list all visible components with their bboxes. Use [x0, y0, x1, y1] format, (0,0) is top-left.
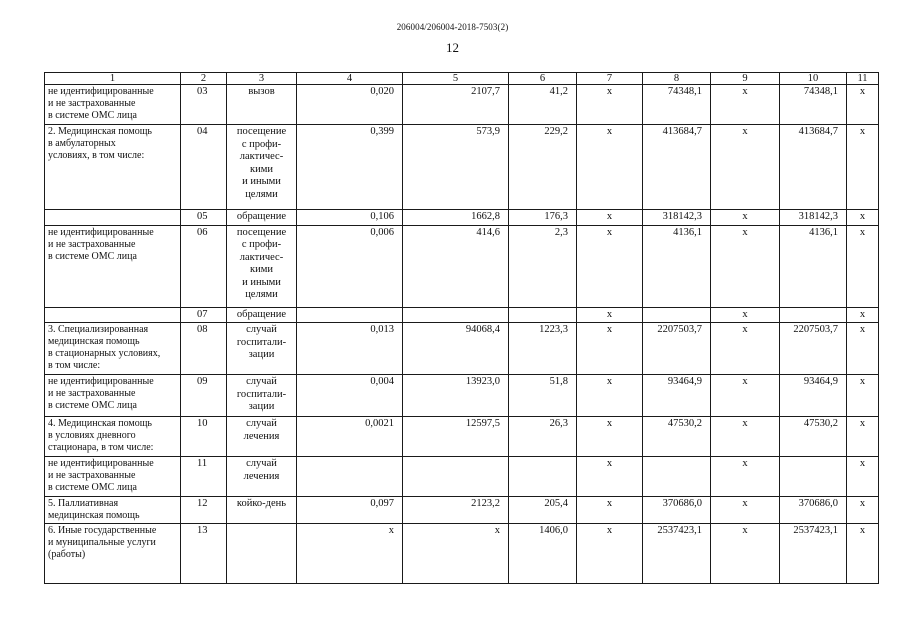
column-header: 8	[643, 73, 711, 85]
column-header: 11	[847, 73, 879, 85]
table-row	[45, 417, 879, 457]
row-code-cell: 04	[181, 125, 227, 210]
unit-cell: вызов	[227, 85, 297, 125]
total-cell: 93464,9	[780, 375, 847, 417]
col7-cell: х	[577, 323, 643, 375]
amount-cell: 2537423,1	[643, 524, 711, 584]
col11-cell: х	[847, 524, 879, 584]
cost-per-unit-cell: 573,9	[403, 125, 509, 210]
table-row	[45, 225, 879, 307]
col11-cell: х	[847, 85, 879, 125]
amount-cell: 93464,9	[643, 375, 711, 417]
unit-cell: койко-день	[227, 497, 297, 524]
col9-cell: х	[711, 497, 780, 524]
amount-cell	[643, 457, 711, 497]
row-code-cell: 07	[181, 307, 227, 323]
col7-cell: х	[577, 417, 643, 457]
col11-cell: х	[847, 457, 879, 497]
column-header: 2	[181, 73, 227, 85]
col9-cell: х	[711, 125, 780, 210]
col7-cell: х	[577, 375, 643, 417]
norm-volume-cell: 0,399	[297, 125, 403, 210]
amount-cell: 74348,1	[643, 85, 711, 125]
column-header: 3	[227, 73, 297, 85]
per-capita-cell: 229,2	[509, 125, 577, 210]
norm-volume-cell	[297, 457, 403, 497]
indicator-cell: не идентифицированные и не застрахованные в системе ОМС лица	[45, 225, 181, 307]
unit-cell	[227, 524, 297, 584]
col11-cell: х	[847, 417, 879, 457]
col9-cell: х	[711, 307, 780, 323]
page-number: 12	[446, 40, 459, 55]
cost-per-unit-cell: 2123,2	[403, 497, 509, 524]
cost-per-unit-cell	[403, 457, 509, 497]
cost-per-unit-cell	[403, 307, 509, 323]
indicator-cell	[45, 210, 181, 226]
total-cell: 370686,0	[780, 497, 847, 524]
norm-volume-cell: 0,097	[297, 497, 403, 524]
table-row	[45, 210, 879, 226]
col7-cell: х	[577, 524, 643, 584]
per-capita-cell: 26,3	[509, 417, 577, 457]
per-capita-cell: 2,3	[509, 225, 577, 307]
total-cell: 2537423,1	[780, 524, 847, 584]
column-header: 10	[780, 73, 847, 85]
total-cell: 318142,3	[780, 210, 847, 226]
col9-cell: х	[711, 210, 780, 226]
unit-cell: обращение	[227, 210, 297, 226]
per-capita-cell	[509, 307, 577, 323]
norm-volume-cell: 0,006	[297, 225, 403, 307]
data-table	[44, 72, 879, 584]
col7-cell: х	[577, 307, 643, 323]
row-code-cell: 08	[181, 323, 227, 375]
unit-cell: посещение с профи- лактичес- кими и иными целями	[227, 125, 297, 210]
row-code-cell: 13	[181, 524, 227, 584]
col9-cell: х	[711, 417, 780, 457]
table-row	[45, 524, 879, 584]
amount-cell: 4136,1	[643, 225, 711, 307]
unit-cell: случай госпитали- зации	[227, 323, 297, 375]
cost-per-unit-cell: х	[403, 524, 509, 584]
per-capita-cell: 41,2	[509, 85, 577, 125]
total-cell: 4136,1	[780, 225, 847, 307]
col7-cell: х	[577, 125, 643, 210]
norm-volume-cell: 0,013	[297, 323, 403, 375]
col9-cell: х	[711, 457, 780, 497]
row-code-cell: 05	[181, 210, 227, 226]
row-code-cell: 06	[181, 225, 227, 307]
col11-cell: х	[847, 307, 879, 323]
total-cell: 47530,2	[780, 417, 847, 457]
amount-cell	[643, 307, 711, 323]
amount-cell: 47530,2	[643, 417, 711, 457]
col11-cell: х	[847, 375, 879, 417]
norm-volume-cell: 0,004	[297, 375, 403, 417]
cost-per-unit-cell: 13923,0	[403, 375, 509, 417]
column-header: 1	[45, 73, 181, 85]
row-code-cell: 10	[181, 417, 227, 457]
col7-cell: х	[577, 210, 643, 226]
col11-cell: х	[847, 125, 879, 210]
row-code-cell: 11	[181, 457, 227, 497]
total-cell: 2207503,7	[780, 323, 847, 375]
amount-cell: 2207503,7	[643, 323, 711, 375]
cost-per-unit-cell: 94068,4	[403, 323, 509, 375]
indicator-cell: 2. Медицинская помощь в амбулаторных условиях, в том числе:	[45, 125, 181, 210]
per-capita-cell: 1406,0	[509, 524, 577, 584]
col7-cell: х	[577, 457, 643, 497]
norm-volume-cell: 0,020	[297, 85, 403, 125]
cost-per-unit-cell: 1662,8	[403, 210, 509, 226]
row-code-cell: 12	[181, 497, 227, 524]
row-code-cell: 03	[181, 85, 227, 125]
indicator-cell: 3. Специализированная медицинская помощь в стационарных условиях, в том числе:	[45, 323, 181, 375]
document-id: 206004/206004-2018-7503(2)	[396, 22, 509, 32]
cost-per-unit-cell: 2107,7	[403, 85, 509, 125]
column-header: 9	[711, 73, 780, 85]
table-row	[45, 497, 879, 524]
col7-cell: х	[577, 225, 643, 307]
unit-cell: посещение с профи- лактичес- кими и иными целями	[227, 225, 297, 307]
table-row	[45, 457, 879, 497]
col7-cell: х	[577, 85, 643, 125]
per-capita-cell: 1223,3	[509, 323, 577, 375]
per-capita-cell: 176,3	[509, 210, 577, 226]
col11-cell: х	[847, 210, 879, 226]
table-row	[45, 125, 879, 210]
column-header: 4	[297, 73, 403, 85]
table-row	[45, 323, 879, 375]
col9-cell: х	[711, 375, 780, 417]
table-row	[45, 307, 879, 323]
amount-cell: 413684,7	[643, 125, 711, 210]
per-capita-cell: 205,4	[509, 497, 577, 524]
indicator-cell: 5. Паллиативная медицинская помощь	[45, 497, 181, 524]
column-header: 5	[403, 73, 509, 85]
total-cell	[780, 457, 847, 497]
unit-cell: случай лечения	[227, 457, 297, 497]
unit-cell: обращение	[227, 307, 297, 323]
col9-cell: х	[711, 524, 780, 584]
unit-cell: случай госпитали- зации	[227, 375, 297, 417]
table-row	[45, 375, 879, 417]
per-capita-cell: 51,8	[509, 375, 577, 417]
norm-volume-cell	[297, 307, 403, 323]
total-cell: 74348,1	[780, 85, 847, 125]
indicator-cell: не идентифицированные и не застрахованные в системе ОМС лица	[45, 457, 181, 497]
column-header: 7	[577, 73, 643, 85]
col11-cell: х	[847, 497, 879, 524]
column-number-row	[45, 73, 879, 85]
indicator-cell: не идентифицированные и не застрахованные в системе ОМС лица	[45, 85, 181, 125]
col11-cell: х	[847, 225, 879, 307]
cost-per-unit-cell: 12597,5	[403, 417, 509, 457]
col9-cell: х	[711, 85, 780, 125]
indicator-cell: 6. Иные государственные и муниципальные услуги (работы)	[45, 524, 181, 584]
norm-volume-cell: 0,0021	[297, 417, 403, 457]
col9-cell: х	[711, 323, 780, 375]
indicator-cell: не идентифицированные и не застрахованные в системе ОМС лица	[45, 375, 181, 417]
col11-cell: х	[847, 323, 879, 375]
unit-cell: случай лечения	[227, 417, 297, 457]
col7-cell: х	[577, 497, 643, 524]
row-code-cell: 09	[181, 375, 227, 417]
indicator-cell: 4. Медицинская помощь в условиях дневного стационара, в том числе:	[45, 417, 181, 457]
total-cell: 413684,7	[780, 125, 847, 210]
norm-volume-cell: х	[297, 524, 403, 584]
column-header: 6	[509, 73, 577, 85]
amount-cell: 370686,0	[643, 497, 711, 524]
cost-per-unit-cell: 414,6	[403, 225, 509, 307]
per-capita-cell	[509, 457, 577, 497]
amount-cell: 318142,3	[643, 210, 711, 226]
indicator-cell	[45, 307, 181, 323]
table-row	[45, 85, 879, 125]
total-cell	[780, 307, 847, 323]
norm-volume-cell: 0,106	[297, 210, 403, 226]
col9-cell: х	[711, 225, 780, 307]
